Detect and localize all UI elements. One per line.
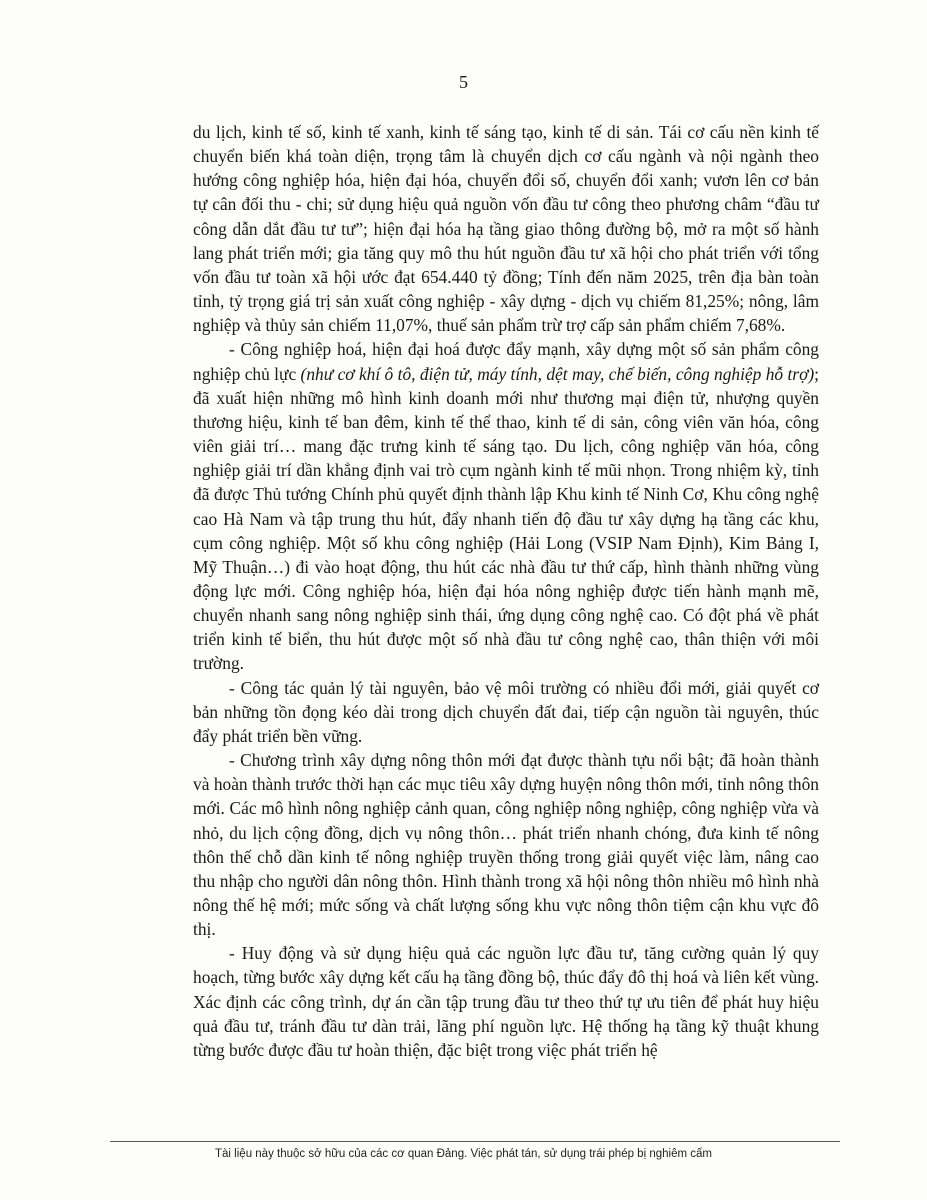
footer-notice: Tài liệu này thuộc sở hữu của các cơ quan Đảng. Việc phát tán, sử dụng trái phép bị nghiêm cấm [215, 1148, 712, 1160]
paragraph-1-text: du lịch, kinh tế số, kinh tế xanh, kinh tế sáng tạo, kinh tế di sản. Tái cơ cấu nền kinh tế chuyển biến khá toàn diện, trọng tâm là chuyển dịch cơ cấu ngành và nội ngành theo hướng công nghiệp hóa, hiện đại hóa, chuyển đổi số, chuyển đổi xanh; vươn lên cơ bản tự cân đối thu - chi; sử dụng hiệu quả nguồn vốn đầu tư công theo phương châm “đầu tư công dẫn dắt đầu tư tư”; hiện đại hóa hạ tầng giao thông đường bộ, mở ra một số hành lang phát triển mới; gia tăng quy mô thu hút nguồn đầu tư xã hội cho phát triển với tổng vốn đầu tư toàn xã hội ước đạt 654.440 tỷ đồng; Tính đến năm 2025, trên địa bàn toàn tỉnh, tỷ trọng giá trị sản xuất công nghiệp - xây dựng - dịch vụ chiếm 81,25%; nông, lâm nghiệp và thủy sản chiếm 11,07%, thuế sản phẩm trừ trợ cấp sản phẩm chiếm 7,68%. [193, 122, 819, 336]
page-number: 5 [459, 72, 468, 92]
paragraph-2-text-a: - Công nghiệp hoá, hiện đại hoá được đẩy mạnh, xây dựng một số sản phẩm công nghiệp chủ lực [193, 339, 819, 384]
paragraph-1 [193, 120, 819, 337]
footer-divider [110, 1141, 840, 1142]
paragraph-2-italic-examples: (như cơ khí ô tô, điện tử, máy tính, dệt may, chế biến, công nghiệp hỗ trợ) [300, 363, 815, 384]
paragraph-3-text: - Công tác quản lý tài nguyên, bảo vệ môi trường có nhiều đổi mới, giải quyết cơ bản những tồn đọng kéo dài trong dịch chuyển đất đai, tiếp cận nguồn tài nguyên, thúc đẩy phát triển bền vững. [193, 677, 819, 746]
paragraph-5 [193, 941, 819, 1062]
paragraph-2-text-b: ; đã xuất hiện những mô hình kinh doanh mới như thương mại điện tử, nhượng quyền thương hiệu, kinh tế ban đêm, kinh tế thể thao, kinh tế di sản, công viên văn hóa, công viên giải trí… mang đặc trưng kinh tế sáng tạo. Du lịch, công nghiệp văn hóa, công nghiệp giải trí dần khẳng định vai trò cụm ngành kinh tế mũi nhọn. Trong nhiệm kỳ, tỉnh đã được Thủ tướng Chính phủ quyết định thành lập Khu kinh tế Ninh Cơ, Khu công nghệ cao Hà Nam và tập trung thu hút, đẩy nhanh tiến độ đầu tư xây dựng hạ tầng các khu, cụm công nghiệp. Một số khu công nghiệp (Hải Long (VSIP Nam Định), Kim Bảng I, Mỹ Thuận…) đi vào hoạt động, thu hút các nhà đầu tư thứ cấp, hình thành những vùng động lực mới. Công nghiệp hóa, hiện đại hóa nông nghiệp được tiến hành mạnh mẽ, chuyển nhanh sang nông nghiệp sinh thái, ứng dụng công nghệ cao. Có đột phá về phát triển kinh tế biển, thu hút được một số nhà đầu tư công nghệ cao, thân thiện với môi trường. [193, 363, 819, 674]
paragraph-3 [193, 676, 819, 748]
paragraph-4-text: - Chương trình xây dựng nông thôn mới đạt được thành tựu nổi bật; đã hoàn thành và hoàn thành trước thời hạn các mục tiêu xây dựng huyện nông thôn mới, tỉnh nông thôn mới. Các mô hình nông nghiệp cảnh quan, công nghiệp nông nghiệp, công nghiệp vừa và nhỏ, du lịch cộng đồng, dịch vụ nông thôn… phát triển nhanh chóng, đưa kinh tế nông thôn thế chỗ dần kinh tế nông nghiệp truyền thống trong giải quyết việc làm, nâng cao thu nhập cho người dân nông thôn. Hình thành trong xã hội nông thôn nhiều mô hình nhà nông thế hệ mới; mức sống và chất lượng sống khu vực nông thôn tiệm cận khu vực đô thị. [193, 750, 819, 940]
paragraph-2 [193, 337, 819, 675]
document-body [193, 120, 819, 1062]
paragraph-4 [193, 748, 819, 941]
paragraph-5-text: - Huy động và sử dụng hiệu quả các nguồn lực đầu tư, tăng cường quản lý quy hoạch, từng bước xây dựng kết cấu hạ tầng đồng bộ, thúc đẩy đô thị hoá và liên kết vùng. Xác định các công trình, dự án cần tập trung đầu tư theo thứ tự ưu tiên để phát huy hiệu quả đầu tư, tránh đầu tư dàn trải, lãng phí nguồn lực. Hệ thống hạ tầng kỹ thuật khung từng bước được đầu tư hoàn thiện, đặc biệt trong việc phát triển hệ [193, 943, 819, 1060]
